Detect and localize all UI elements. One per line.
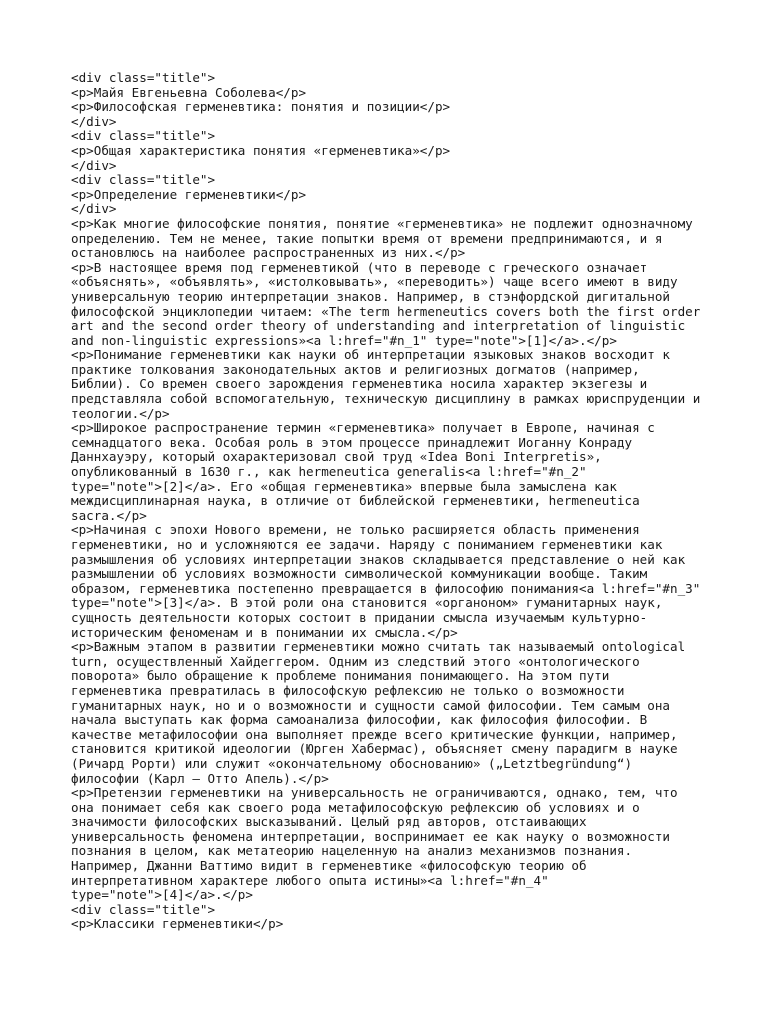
text-line: Например, Джанни Ваттимо видит в герменевтике «философскую теорию об (71, 858, 587, 874)
text-line: sacra.</p> (71, 507, 147, 523)
text-line: <p>Философская герменевтика: понятия и позиции</p> (71, 99, 451, 115)
text-line: type="note">[3]</a>. В этой роли она становится «органоном» гуманитарных наук, (71, 595, 663, 611)
text-line: начала выступать как форма самоанализа философии, как философия философии. В (71, 712, 648, 728)
text-line: <p>Майя Евгеньевна Соболева</p> (71, 84, 307, 100)
text-line: практике толкования законодательных актов и религиозных догматов (например, (71, 361, 640, 377)
text-line: <p>Широкое распространение термин «герменевтика» получает в Европе, начиная с (71, 420, 655, 436)
text-line: <p>Понимание герменевтики как науки об интерпретации языковых знаков восходит к (71, 347, 670, 363)
text-line: сущность деятельности которых состоит в придании смысла изучаемым культурно- (71, 609, 648, 625)
text-line: art and the second order theory of understanding and interpretation of linguistic (71, 318, 686, 334)
text-line: познания в целом, как метатеорию нацеленную на анализ механизмов познания. (71, 843, 633, 859)
text-line: and non-linguistic expressions»<a l:href="#n_1" type="note">[1]</a>.</p> (71, 332, 617, 348)
text-line: type="note">[2]</a>. Его «общая герменевтика» впервые была замыслена как (71, 478, 617, 494)
text-line: образом, герменевтика постепенно превращается в философию понимания<a l:href="#n_3" (71, 580, 701, 596)
text-line: определению. Тем не менее, такие попытки время от времени предпринимаются, и я (71, 230, 663, 246)
text-line: универсальную теорию интерпретации знаков. Например, в стэнфордской дигитальной (71, 288, 670, 304)
text-line: герменевтики, но и усложняются ее задачи. Наряду с пониманием герменевтики как (71, 537, 663, 552)
text-line: (Ричард Рорти) или служит «окончательному обоснованию» („Letztbegründung“) (71, 755, 633, 771)
text-line (71, 932, 711, 947)
text-line: поворота» было обращение к проблеме понимания понимающего. На этом пути (71, 668, 610, 684)
text-line: качестве метафилософии она выполняет прежде всего критические функции, например, (71, 726, 678, 742)
text-line: <p>Начиная с эпохи Нового времени, не только расширяется область применения (71, 522, 640, 538)
text-line: гуманитарных наук, но и о возможности и сущности самой философии. Тем самым она (71, 697, 670, 713)
text-line: <p>Общая характеристика понятия «герменевтика»</p> (71, 142, 451, 158)
text-line: «объяснять», «объявлять», «истолковывать», «переводить») чаще всего имеют в виду (71, 274, 678, 290)
text-line: размышления об условиях интерпретации знаков складывается представление о ней как (71, 551, 686, 567)
text-line: междисциплинарная наука, в отличие от библейской герменевтики, hermeneutica (71, 493, 640, 509)
text-line: <div class="title"> (71, 70, 216, 85)
text-line: семнадцатого века. Особая роль в этом процессе принадлежит Иоганну Конраду (71, 434, 633, 450)
text-line: она понимает себя как своего рода метафилософскую рефлексию об условиях и о (71, 799, 640, 815)
text-line: <div class="title"> (71, 128, 216, 144)
text-line: теологии.</p> (71, 405, 170, 421)
text-line: <p>В настоящее время под герменевтикой (что в переводе с греческого означает (71, 259, 648, 275)
text-line: <p>Определение герменевтики</p> (71, 186, 307, 202)
text-line: Библии). Со времен своего зарождения герменевтика носила характер экзегезы и (71, 376, 648, 392)
text-line: Даннхауэру, который охарактеризовал свой труд «Idea Boni Interpretis», (71, 449, 602, 465)
text-line: <p>Классики герменевтики</p> (71, 916, 284, 932)
text-line: философской энциклопедии читаем: «The term hermeneutics covers both the first order (71, 303, 701, 319)
text-line: turn, осуществленный Хайдеггером. Одним из следствий этого «онтологического (71, 653, 640, 669)
text-line: </div> (71, 201, 117, 217)
text-line: значимости философских высказываний. Целый ряд авторов, отстаивающих (71, 814, 587, 830)
text-line: <p>Важным этапом в развитии герменевтики можно считать так называемый ontological (71, 639, 686, 655)
text-line: философии (Карл — Отто Апель).</p> (71, 770, 329, 786)
text-line: историческим феноменам и в понимании их смысла.</p> (71, 624, 458, 640)
text-line: представляла собой вспомогательную, техническую дисциплину в рамках юриспруденции и (71, 391, 701, 407)
text-line: универсальность феномена интерпретации, воспринимает ее как науку о возможности (71, 828, 670, 844)
text-line: интерпретативном характере любого опыта истины»<a l:href="#n_4" (71, 872, 549, 888)
text-line: <div class="title"> (71, 901, 216, 917)
text-line: герменевтика превратилась в философскую рефлексию не только о возможности (71, 682, 625, 698)
text-line: <p>Претензии герменевтики на универсальность не ограничиваются, однако, тем, что (71, 785, 678, 801)
text-line: становится критикой идеологии (Юрген Хабермас), объясняет смену парадигм в науке (71, 741, 678, 757)
text-line: <p>Как многие философские понятия, понятие «герменевтика» не подлежит однозначному (71, 215, 693, 231)
text-line: опубликованный в 1630 г., как hermeneutica generalis<a l:href="#n_2" (71, 464, 587, 480)
text-line: размышлении об условиях возможности символической коммуникации вообще. Таким (71, 566, 648, 582)
text-line: type="note">[4]</a>.</p> (71, 887, 253, 903)
text-line: <div class="title"> (71, 172, 216, 188)
document-body (71, 71, 711, 947)
text-line: остановлюсь на наиболее распространенных из них.</p> (71, 245, 466, 261)
text-line: </div> (71, 113, 117, 129)
text-line: </div> (71, 157, 117, 173)
